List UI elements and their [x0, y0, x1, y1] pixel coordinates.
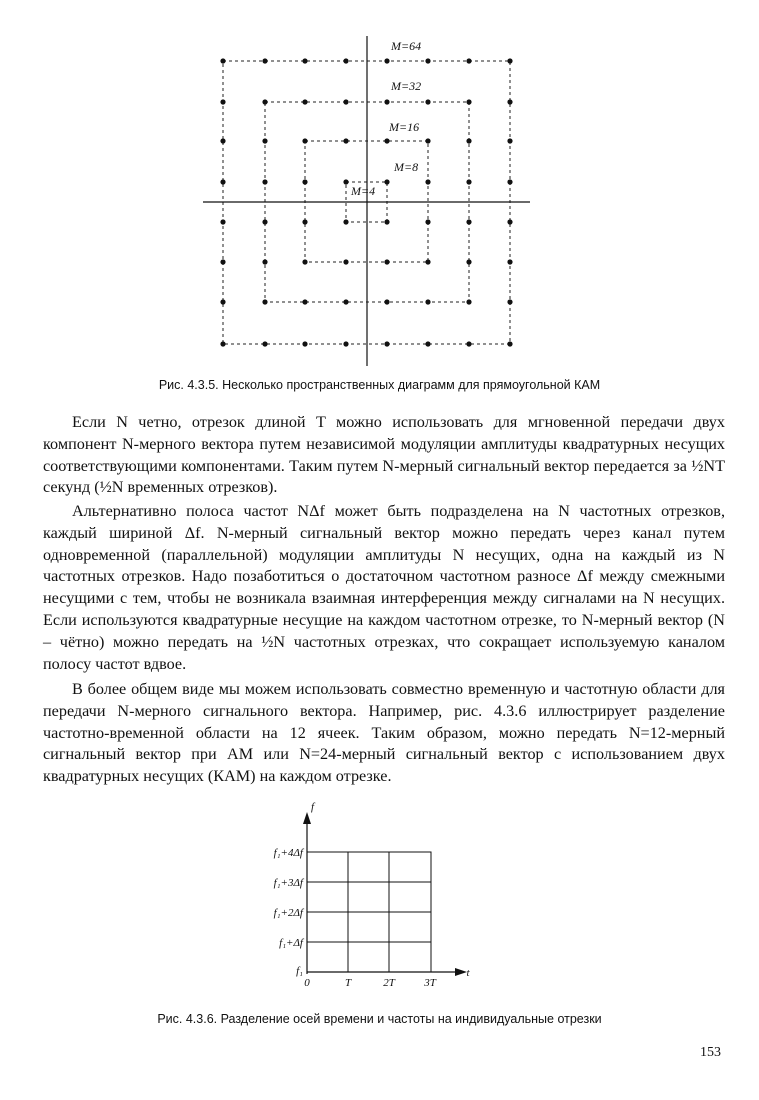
constellation-point: [425, 138, 430, 143]
constellation-point: [507, 219, 512, 224]
constellation-point: [507, 58, 512, 63]
constellation-point: [302, 179, 307, 184]
constellation-point: [220, 138, 225, 143]
constellation-point: [507, 259, 512, 264]
constellation-point: [466, 58, 471, 63]
constellation-point: [384, 219, 389, 224]
constellation-point: [302, 219, 307, 224]
x-tick-0: 0: [304, 977, 310, 989]
x-axis-arrow: [455, 968, 467, 976]
label-m4: M=4: [351, 184, 376, 198]
constellation-point: [507, 341, 512, 346]
constellation-point: [425, 179, 430, 184]
constellation-point: [220, 58, 225, 63]
label-m32: M=32: [391, 79, 422, 93]
constellation-point: [220, 259, 225, 264]
y-axis-arrow: [303, 812, 311, 824]
page-number: 153: [700, 1045, 721, 1060]
y-tick-3: f₁+3Δf: [273, 877, 303, 889]
constellation-point: [384, 99, 389, 104]
constellation-point: [343, 58, 348, 63]
constellation-point: [302, 299, 307, 304]
constellation-point: [220, 219, 225, 224]
constellation-point: [262, 299, 267, 304]
constellation-point: [220, 179, 225, 184]
figure-caption-4-3-5: Рис. 4.3.5. Несколько пространственных диаграмм для прямоугольной КАМ: [158, 378, 601, 392]
constellation-point: [384, 341, 389, 346]
constellation-point: [466, 341, 471, 346]
constellation-point: [425, 259, 430, 264]
constellation-point: [425, 299, 430, 304]
constellation-point: [466, 299, 471, 304]
constellation-point: [425, 99, 430, 104]
constellation-point: [220, 299, 225, 304]
y-tick-0: f₁: [296, 965, 303, 977]
constellation-point: [302, 341, 307, 346]
constellation-point: [302, 99, 307, 104]
constellation-point: [466, 99, 471, 104]
constellation-point: [262, 58, 267, 63]
constellation-point: [507, 299, 512, 304]
constellation-point: [302, 138, 307, 143]
constellation-point: [466, 219, 471, 224]
constellation-point: [302, 259, 307, 264]
paragraph-2: Альтернативно полоса частот NΔf может быть подразделена на N частотных отрезков, каждый шириной Δf. N-мерный сигнальный вектор можно передать через канал путем одновременной (параллельной) модуляции амплитуды N несущих, одна на каждый из N частотных отрезков. Надо позаботиться о достаточном частотном разносе Δf между смежными несущими с тем, чтобы не возникала взаимная интерференция между сигналами на N несущих. Если используются квадратурные несущие на каждом частотном отрезке, то N-мерный вектор (N – чётно) можно передать на ½N частотных отрезках, что сокращает используемую каналом полосу частот вдвое.: [43, 502, 725, 673]
paragraph-3: В более общем виде мы можем использовать совместно временную и частотную области для передачи N-мерного сигнального вектора. Например, рис. 4.3.6 иллюстрирует разделение частотно-временной области на 12 ячеек. Таким образом, можно передать N=12-мерный сигнальный вектор при АМ или N=24-мерный сигнальный вектор с использованием двух квадратурных несущих (КАМ) на каждом отрезке.: [43, 680, 725, 786]
constellation-point: [343, 259, 348, 264]
constellation-point: [343, 341, 348, 346]
constellation-point: [507, 138, 512, 143]
constellation-point: [220, 341, 225, 346]
constellation-point: [507, 179, 512, 184]
constellation-point: [343, 179, 348, 184]
paragraph-1: Если N четно, отрезок длиной T можно использовать для мгновенной передачи двух компонент N-мерного вектора путем независимой модуляции амплитуды квадратурных несущих соответствующими компонентами. Таким путем N-мерный сигнальный вектор передается за ½NT секунд (½N временных отрезков).: [43, 413, 725, 497]
constellation-point: [384, 299, 389, 304]
constellation-point: [262, 259, 267, 264]
constellation-point: [343, 138, 348, 143]
constellation-point: [220, 99, 225, 104]
constellation-point: [302, 58, 307, 63]
constellation-point: [384, 259, 389, 264]
y-tick-4: f₁+4Δf: [273, 847, 303, 859]
constellation-point: [343, 219, 348, 224]
constellation-point: [384, 58, 389, 63]
x-tick-2: 2T: [383, 977, 395, 989]
constellation-point: [262, 138, 267, 143]
x-axis-label: t: [466, 967, 470, 979]
constellation-point: [384, 138, 389, 143]
constellation-point: [466, 138, 471, 143]
constellation-point: [466, 259, 471, 264]
constellation-point: [507, 99, 512, 104]
time-frequency-grid-figure: [255, 800, 475, 990]
label-m8: M=8: [394, 160, 419, 174]
constellation-point: [262, 179, 267, 184]
x-tick-1: T: [344, 977, 352, 989]
y-tick-2: f₁+2Δf: [273, 907, 303, 919]
constellation-point: [384, 179, 389, 184]
constellation-point: [262, 219, 267, 224]
constellation-point: [262, 341, 267, 346]
y-tick-1: f₁+Δf: [279, 937, 303, 949]
figure-caption-4-3-6: Рис. 4.3.6. Разделение осей времени и частоты на индивидуальные отрезки: [157, 1012, 602, 1026]
constellation-point: [425, 341, 430, 346]
x-tick-3: 3T: [424, 977, 436, 989]
constellation-point: [425, 58, 430, 63]
label-m16: M=16: [389, 120, 420, 134]
constellation-point: [425, 219, 430, 224]
qam-constellation-figure: [195, 28, 540, 373]
y-axis-label: f: [310, 801, 314, 813]
constellation-point: [262, 99, 267, 104]
constellation-point: [343, 299, 348, 304]
constellation-point: [466, 179, 471, 184]
constellation-point: [343, 99, 348, 104]
label-m64: M=64: [391, 39, 422, 53]
